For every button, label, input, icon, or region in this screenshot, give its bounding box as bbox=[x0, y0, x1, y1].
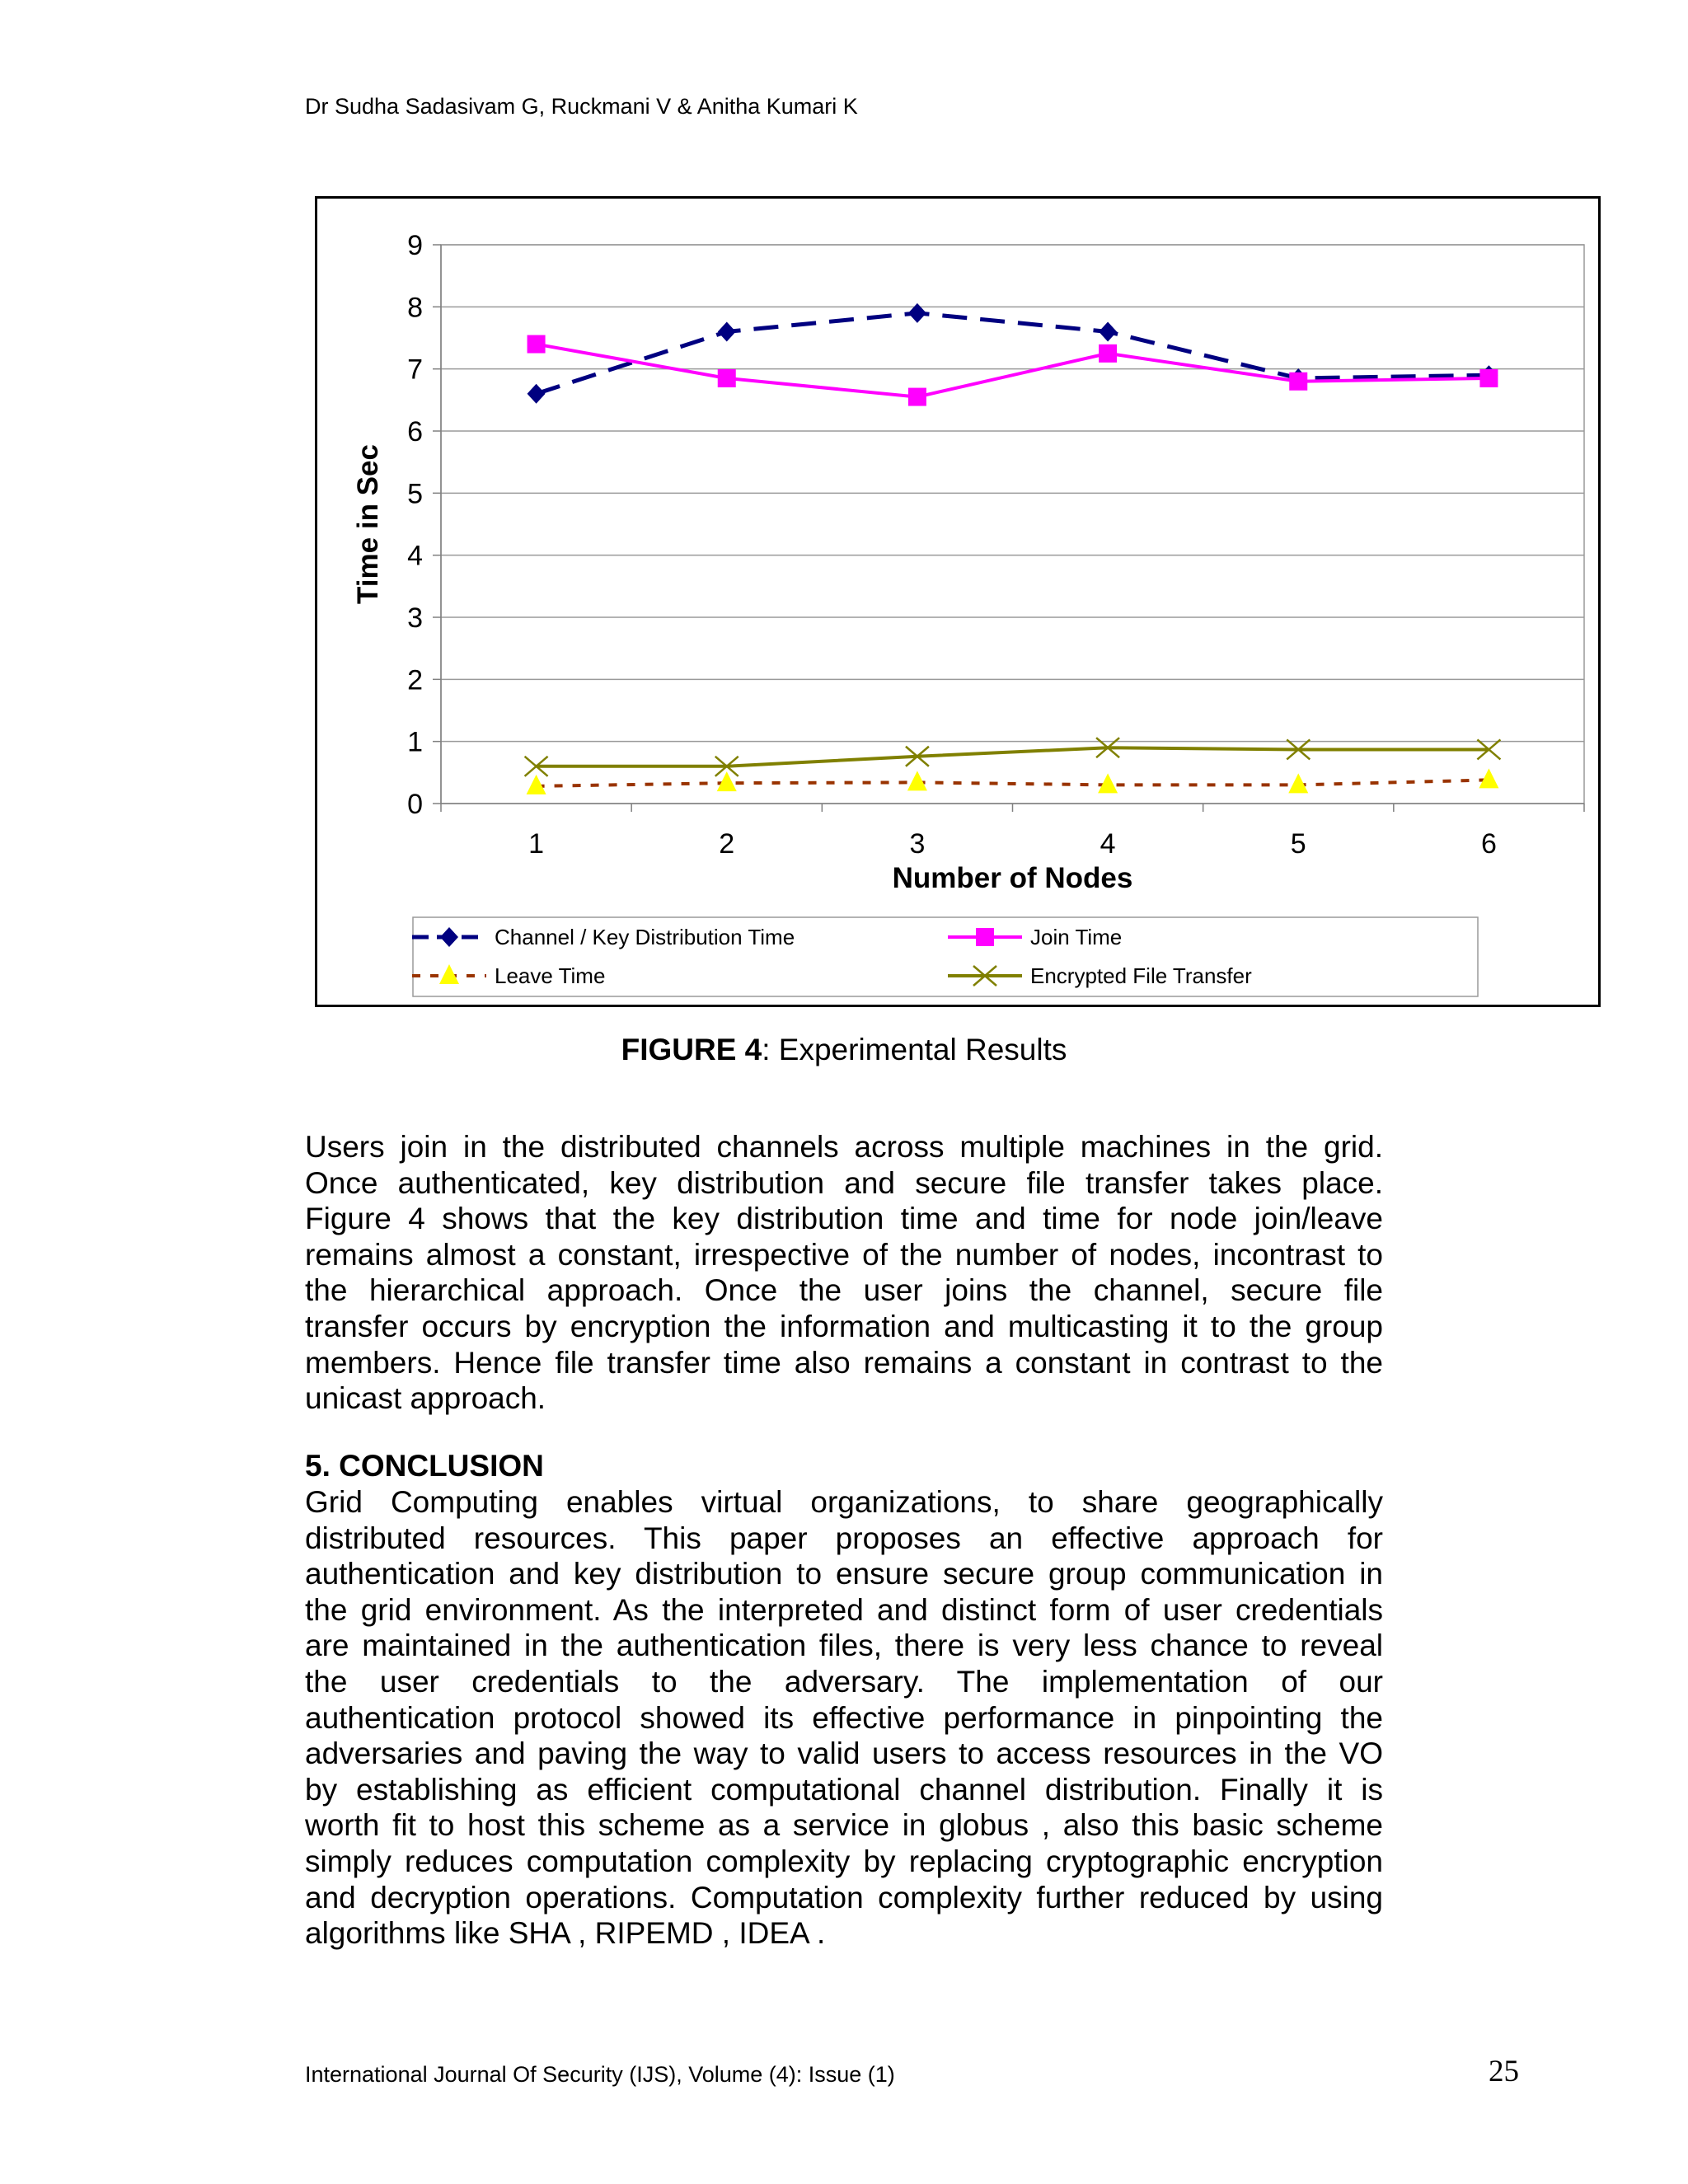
y-axis-title: Time in Sec bbox=[352, 444, 384, 604]
y-tick-label: 6 bbox=[407, 416, 423, 448]
y-tick-label: 4 bbox=[407, 540, 423, 572]
x-tick-label: 2 bbox=[719, 828, 735, 860]
y-tick-label: 3 bbox=[407, 602, 423, 634]
data-point-series-1 bbox=[1479, 369, 1498, 387]
y-tick-label: 9 bbox=[407, 230, 423, 261]
text-line: adversaries and paving the way to valid users to access resources in the VO bbox=[305, 1736, 1383, 1771]
line-chart bbox=[317, 199, 1598, 1005]
text-line: the hierarchical approach. Once the user joins the channel, secure file bbox=[305, 1273, 1383, 1308]
text-line: Grid Computing enables virtual organizations, to share geographically bbox=[305, 1485, 1383, 1519]
text-line: algorithms like SHA , RIPEMD , IDEA . bbox=[305, 1916, 826, 1951]
text-line: unicast approach. bbox=[305, 1381, 546, 1416]
y-tick-label: 7 bbox=[407, 354, 423, 386]
legend-label: Join Time bbox=[1030, 925, 1123, 949]
text-line: simply reduces computation complexity by replacing cryptographic encryption bbox=[305, 1844, 1383, 1878]
x-tick-label: 3 bbox=[909, 828, 926, 860]
x-axis-title: Number of Nodes bbox=[892, 862, 1133, 894]
x-tick-label: 1 bbox=[528, 828, 545, 860]
body-paragraph-results bbox=[305, 1129, 1383, 1417]
data-point-series-1 bbox=[908, 388, 926, 406]
figure-caption-label: FIGURE 4 bbox=[621, 1033, 762, 1066]
section-heading-conclusion: 5. CONCLUSION bbox=[305, 1449, 544, 1483]
text-line: are maintained in the authentication files, there is very less chance to reveal bbox=[305, 1629, 1383, 1663]
text-line: Figure 4 shows that the key distribution time and time for node join/leave bbox=[305, 1202, 1383, 1236]
figure-4-chart bbox=[315, 196, 1601, 1007]
page-number: 25 bbox=[1489, 2055, 1519, 2088]
text-line: transfer occurs by encryption the information and multicasting it to the group bbox=[305, 1309, 1383, 1343]
y-tick-label: 0 bbox=[407, 789, 423, 820]
legend-label: Leave Time bbox=[495, 963, 606, 988]
text-line: remains almost a constant, irrespective of the number of nodes, incontrast to bbox=[305, 1237, 1383, 1272]
y-tick-label: 5 bbox=[407, 478, 423, 510]
data-point-series-1 bbox=[1099, 344, 1117, 363]
data-point-series-1 bbox=[1289, 373, 1307, 391]
figure-caption bbox=[0, 1033, 1688, 1067]
text-line: worth fit to host this scheme as a service in globus , also this basic scheme bbox=[305, 1808, 1383, 1843]
text-line: and decryption operations. Computation complexity further reduced by using bbox=[305, 1880, 1383, 1915]
x-tick-label: 5 bbox=[1290, 828, 1306, 860]
running-header: Dr Sudha Sadasivam G, Ruckmani V & Anitha Kumari K bbox=[305, 94, 858, 119]
y-tick-label: 8 bbox=[407, 292, 423, 324]
text-line: the grid environment. As the interpreted and distinct form of user credentials bbox=[305, 1592, 1383, 1627]
x-tick-label: 6 bbox=[1480, 828, 1497, 860]
text-line: authentication and key distribution to ensure secure group communication in bbox=[305, 1557, 1383, 1591]
text-line: the user credentials to the adversary. The implementation of our bbox=[305, 1664, 1383, 1699]
x-tick-label: 4 bbox=[1100, 828, 1116, 860]
data-point-series-1 bbox=[528, 335, 546, 354]
data-point-series-1 bbox=[718, 369, 736, 387]
y-tick-label: 2 bbox=[407, 664, 423, 696]
journal-footer: International Journal Of Security (IJS), Volume (4): Issue (1) bbox=[305, 2062, 895, 2087]
y-tick-label: 1 bbox=[407, 726, 423, 758]
plot-area bbox=[441, 245, 1584, 804]
text-line: members. Hence file transfer time also remains a constant in contrast to the bbox=[305, 1345, 1383, 1380]
legend-label: Channel / Key Distribution Time bbox=[495, 925, 795, 949]
body-paragraph-conclusion bbox=[305, 1484, 1383, 1952]
figure-caption-text: : Experimental Results bbox=[762, 1033, 1067, 1066]
legend-marker bbox=[976, 928, 994, 946]
text-line: Once authenticated, key distribution and secure file transfer takes place. bbox=[305, 1165, 1383, 1200]
legend-label: Encrypted File Transfer bbox=[1030, 963, 1252, 988]
text-line: distributed resources. This paper proposes an effective approach for bbox=[305, 1521, 1383, 1555]
text-line: Users join in the distributed channels across multiple machines in the grid. bbox=[305, 1130, 1383, 1164]
text-line: by establishing as efficient computational channel distribution. Finally it is bbox=[305, 1772, 1383, 1807]
text-line: authentication protocol showed its effective performance in pinpointing the bbox=[305, 1700, 1383, 1735]
